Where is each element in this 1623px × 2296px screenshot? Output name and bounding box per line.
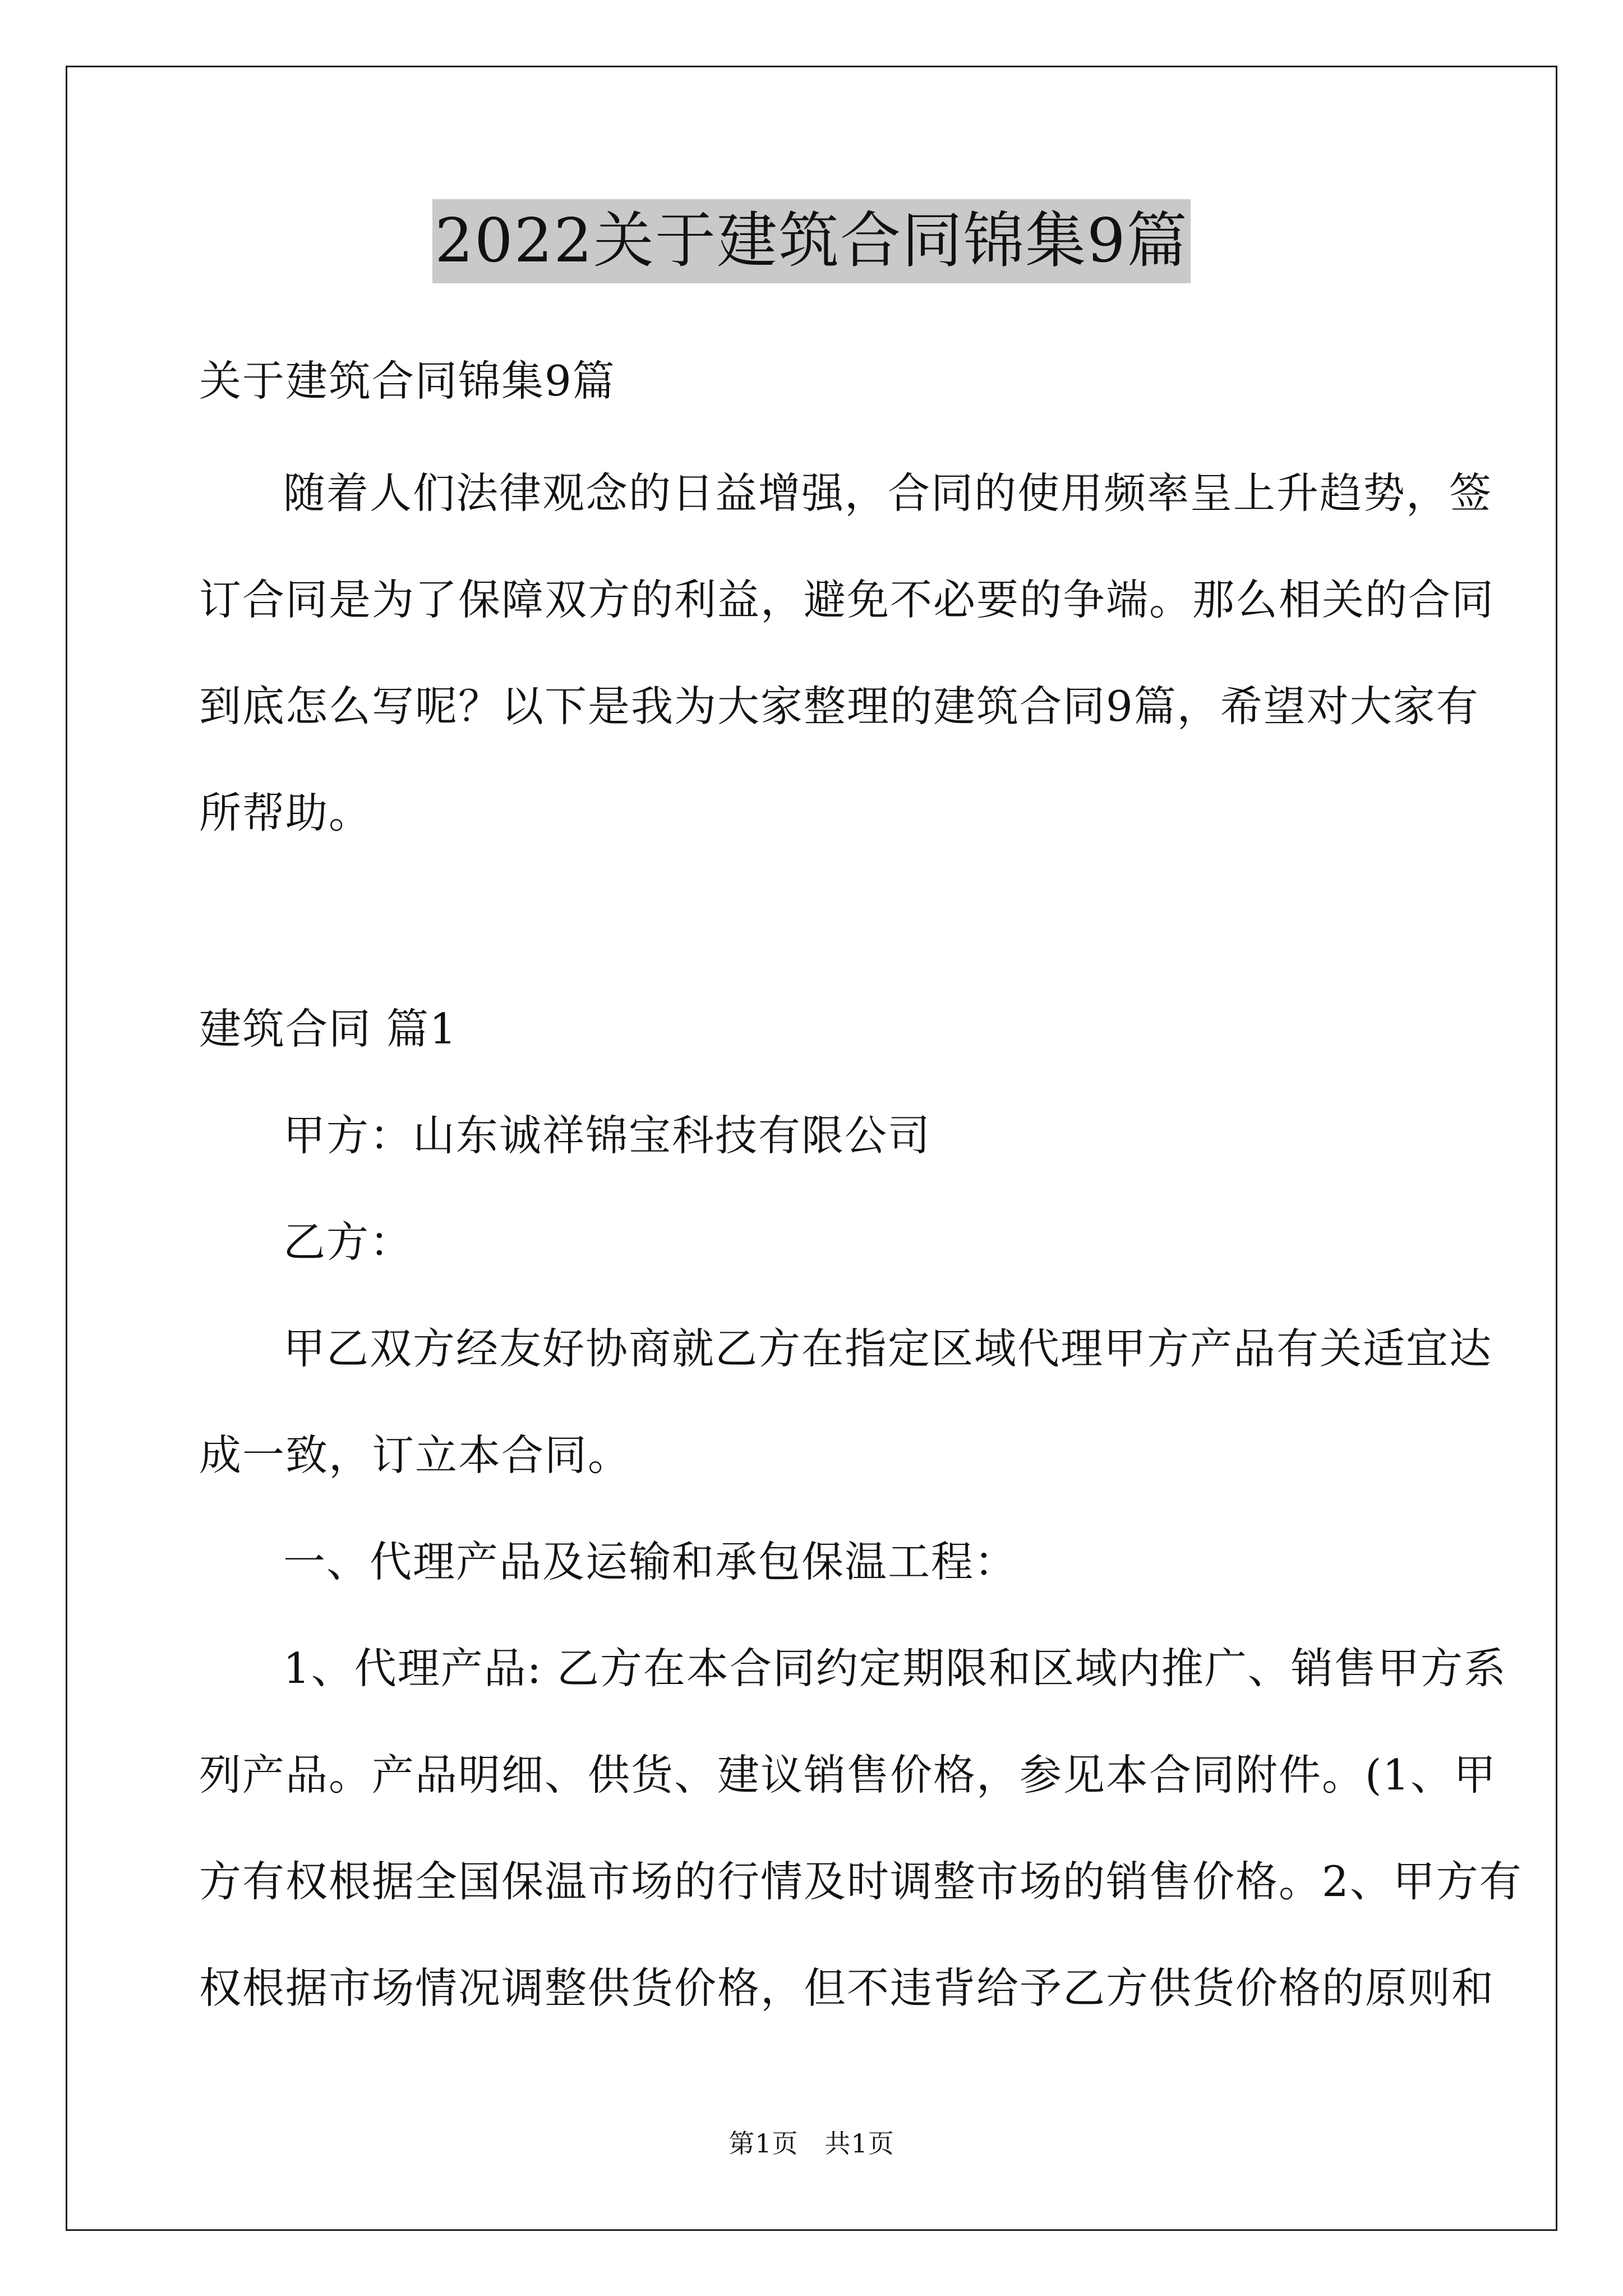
paragraph-line: 成一致，订立本合同。: [199, 1430, 631, 1480]
title-wrap: [0, 199, 1623, 283]
paragraph-line: 1、代理产品: 乙方在本合同约定期限和区域内推广、销售甲方系: [283, 1644, 1507, 1693]
paragraph-line: 方有权根据全国保温市场的行情及时调整市场的销售价格。2、甲方有: [199, 1857, 1523, 1906]
paragraph-line: 订合同是为了保障双方的利益，避免不必要的争端。那么相关的合同: [199, 575, 1495, 624]
page-footer: 第1页 共1页: [728, 2128, 895, 2159]
paragraph-line: 列产品。产品明细、供货、建议销售价格，参见本合同附件。(1、甲: [199, 1750, 1497, 1800]
section-heading: 建筑合同 篇1: [199, 1004, 458, 1053]
paragraph-line: 所帮助。: [199, 788, 372, 838]
heading-line: 关于建筑合同锦集9篇: [199, 356, 616, 406]
paragraph-line: 到底怎么写呢？以下是我为大家整理的建筑合同9篇，希望对大家有: [199, 682, 1479, 731]
clause-heading: 一、代理产品及运输和承包保温工程：: [283, 1537, 1018, 1586]
paragraph-line: 随着人们法律观念的日益增强，合同的使用频率呈上升趋势，签: [283, 468, 1493, 518]
party-b-line: 乙方：: [283, 1217, 413, 1267]
document-title: 2022关于建筑合同锦集9篇: [432, 199, 1191, 283]
paragraph-line: 甲乙双方经友好协商就乙方在指定区域代理甲方产品有关适宜达: [283, 1324, 1493, 1373]
paragraph-line: 权根据市场情况调整供货价格，但不违背给予乙方供货价格的原则和: [199, 1963, 1495, 2013]
party-a-line: 甲方：山东诚祥锦宝科技有限公司: [283, 1111, 932, 1160]
